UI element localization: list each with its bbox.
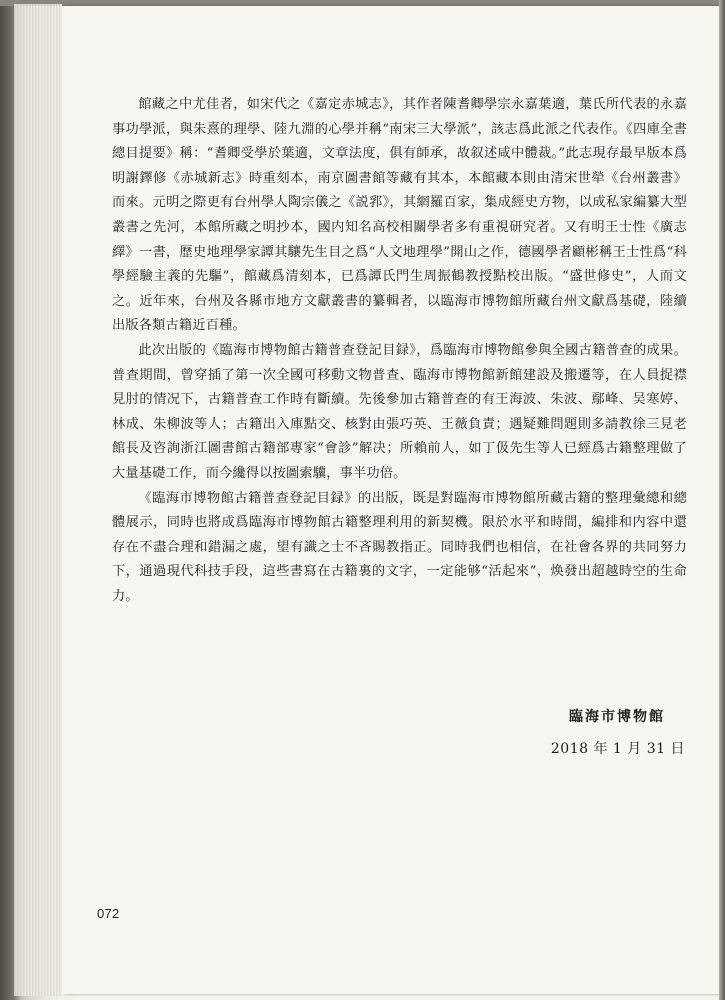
scan-right-edge <box>719 0 725 1000</box>
paragraph-collection-highlights: 館藏之中尤佳者，如宋代之《嘉定赤城志》，其作者陳耆卿學宗永嘉葉適，葉氏所代表的永嘉事功學派，與朱熹的理學、陸九淵的心學并稱“南宋三大學派”，該志爲此派之代表作。《四庫全書總目提要》稱：“耆卿受學於葉適，文章法度，俱有師承，故叙述咸中體裁。”此志現存最早版本爲明謝鐸修《赤城新志》時重刻本，南京圖書館等藏有其本，本館藏本則由清宋世犖《台州叢書》而來。元明之際更有台州學人陶宗儀之《説郛》，其網羅百家，集成經史方物，以成私家編纂大型叢書之先河，本館所藏之明抄本，國内知名高校相關學者多有重視研究者。又有明王士性《廣志繹》一書，歷史地理學家譚其驤先生目之爲“人文地理學”開山之作，德國學者顧彬稱王士性爲“科學經驗主義的先驅”，館藏爲清刻本，已爲譚氏門生周振鶴教授點校出版。“盛世修史”，人而文之。近年來，台州及各縣市地方文獻叢書的纂輯者，以臨海市博物館所藏台州文獻爲基礎，陸續出版各類古籍近百種。 <box>112 97 687 334</box>
preface-body-text <box>112 93 687 609</box>
signature-organization: 臨海市博物館 <box>569 709 665 725</box>
signature-date: 2018 年 1 月 31 日 <box>550 741 685 757</box>
page-number: 072 <box>97 906 120 921</box>
book-page-stack-edges <box>14 4 62 996</box>
paragraph-closing-remarks: 《臨海市博物館古籍普查登記目録》的出版，既是對臨海市博物館所藏古籍的整理彙總和總體展示，同時也將成爲臨海市博物館古籍整理利用的新契機。限於水平和時間，編排和内容中還存在不盡合理和錯漏之處，望有識之士不吝賜教指正。同時我們也相信，在社會各界的共同努力下，通過現代科技手段，這些書寫在古籍裏的文字，一定能够“活起來”，焕發出超越時空的生命力。 <box>112 490 687 604</box>
paragraph-catalog-publication: 此次出版的《臨海市博物館古籍普查登記目録》，爲臨海市博物館參與全國古籍普查的成果。普查期間，曾穿插了第一次全國可移動文物普查、臨海市博物館新館建設及搬遷等，在人員捉襟見肘的情况下，古籍普查工作時有斷續。先後參加古籍普查的有王海波、朱波、鄢峰、吴寒婷、林成、朱柳波等人；古籍出入庫點交、核對由張巧英、王薇負責；遇疑難問題則多請教徐三見老館長及咨詢浙江圖書館古籍部專家“會診”解决；所賴前人，如丁伋先生等人已經爲古籍整理做了大量基礎工作，而今纔得以按圖索驥，事半功倍。 <box>112 342 687 481</box>
